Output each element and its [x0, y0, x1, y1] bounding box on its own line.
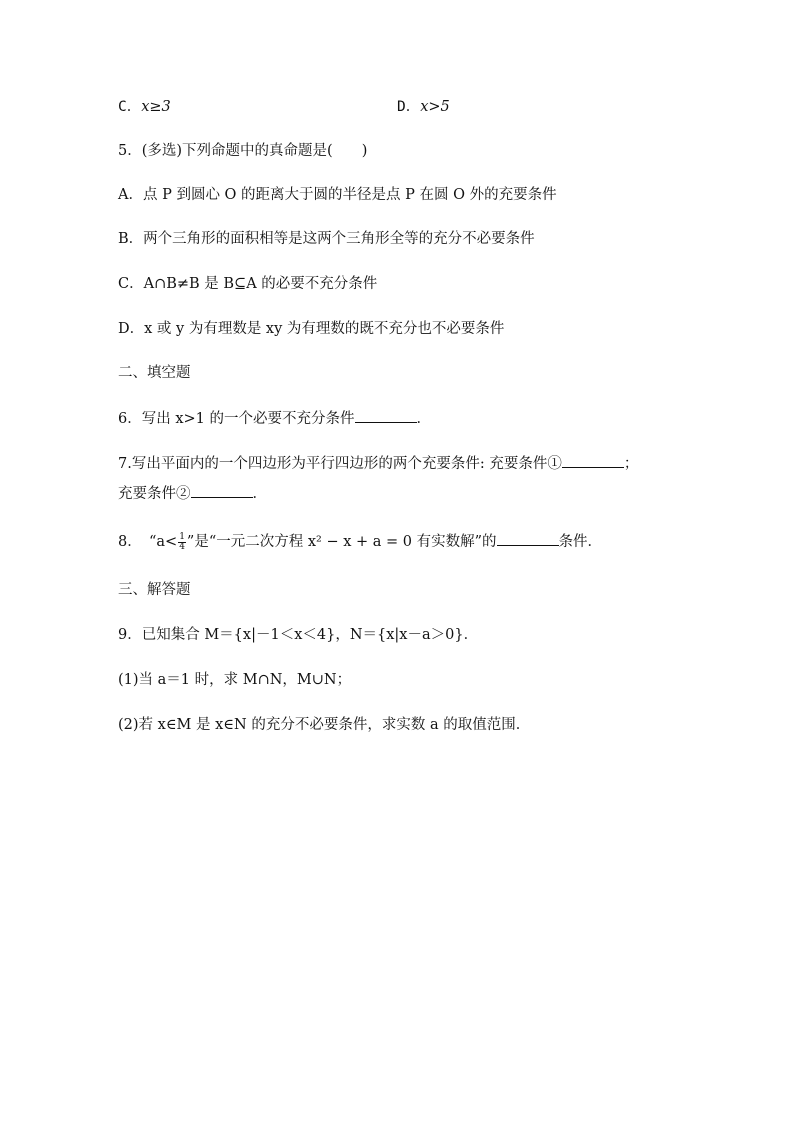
q4-option-c-expr: x≥3: [141, 99, 171, 115]
q4-option-c-label: C．: [118, 99, 142, 115]
q4-option-d-expr: x>5: [420, 99, 450, 115]
q7-text: 7.写出平面内的一个四边形为平行四边形的两个充要条件: 充要条件①: [118, 456, 562, 472]
q5-option-b: B．两个三角形的面积相等是这两个三角形全等的充分不必要条件: [118, 231, 535, 247]
q7-line2: [118, 483, 267, 504]
q5-option-d: D．x 或 y 为有理数是 xy 为有理数的既不充分也不必要条件: [118, 321, 505, 337]
q8-answer-blank[interactable]: [497, 531, 559, 546]
q8-middle: ”是“一元二次方程 x² − x + a = 0 有实数解”的: [186, 534, 497, 550]
q7-line2-end: ．: [252, 486, 267, 502]
q7-answer-blank-2[interactable]: [191, 483, 253, 498]
section-heading-fill-in: 二、填空题: [118, 365, 191, 381]
q6-answer-blank[interactable]: [355, 408, 417, 423]
q8-fraction: [178, 533, 186, 552]
section-heading-solve: 三、解答题: [118, 582, 191, 598]
q7-line1-end: ；: [623, 456, 639, 472]
q4-option-d: [397, 97, 450, 117]
q9-part1: (1)当 a＝1 时，求 M∩N，M∪N；: [118, 672, 352, 688]
q4-option-d-label: D．: [397, 99, 421, 115]
q7-line1: [118, 453, 638, 474]
q9-part2: (2)若 x∈M 是 x∈N 的充分不必要条件，求实数 a 的取值范围．: [118, 717, 531, 733]
q8-suffix: 条件．: [558, 534, 603, 550]
q7-answer-blank-1[interactable]: [562, 453, 624, 468]
q8-prefix: 8． “a<: [118, 534, 178, 550]
q6-text: 6．写出 x>1 的一个必要不充分条件: [118, 411, 355, 427]
q9-stem: 9．已知集合 M＝{x|－1＜x＜4}，N＝{x|x－a＞0}．: [118, 627, 479, 643]
q6: [118, 408, 431, 429]
q5-stem: 5．(多选)下列命题中的真命题是( ): [118, 143, 368, 159]
q5-option-a: A．点 P 到圆心 O 的距离大于圆的半径是点 P 在圆 O 外的充要条件: [118, 187, 557, 203]
q6-text-end: ．: [416, 411, 431, 427]
q8: [118, 531, 602, 552]
q5-option-c: C．A∩B≠B 是 B⊆A 的必要不充分条件: [118, 276, 378, 292]
q8-frac-denominator: 4: [179, 541, 185, 552]
q8-frac-numerator: 1: [179, 531, 185, 542]
q7-line2-text: 充要条件②: [118, 486, 191, 502]
q4-option-c: [118, 97, 171, 117]
